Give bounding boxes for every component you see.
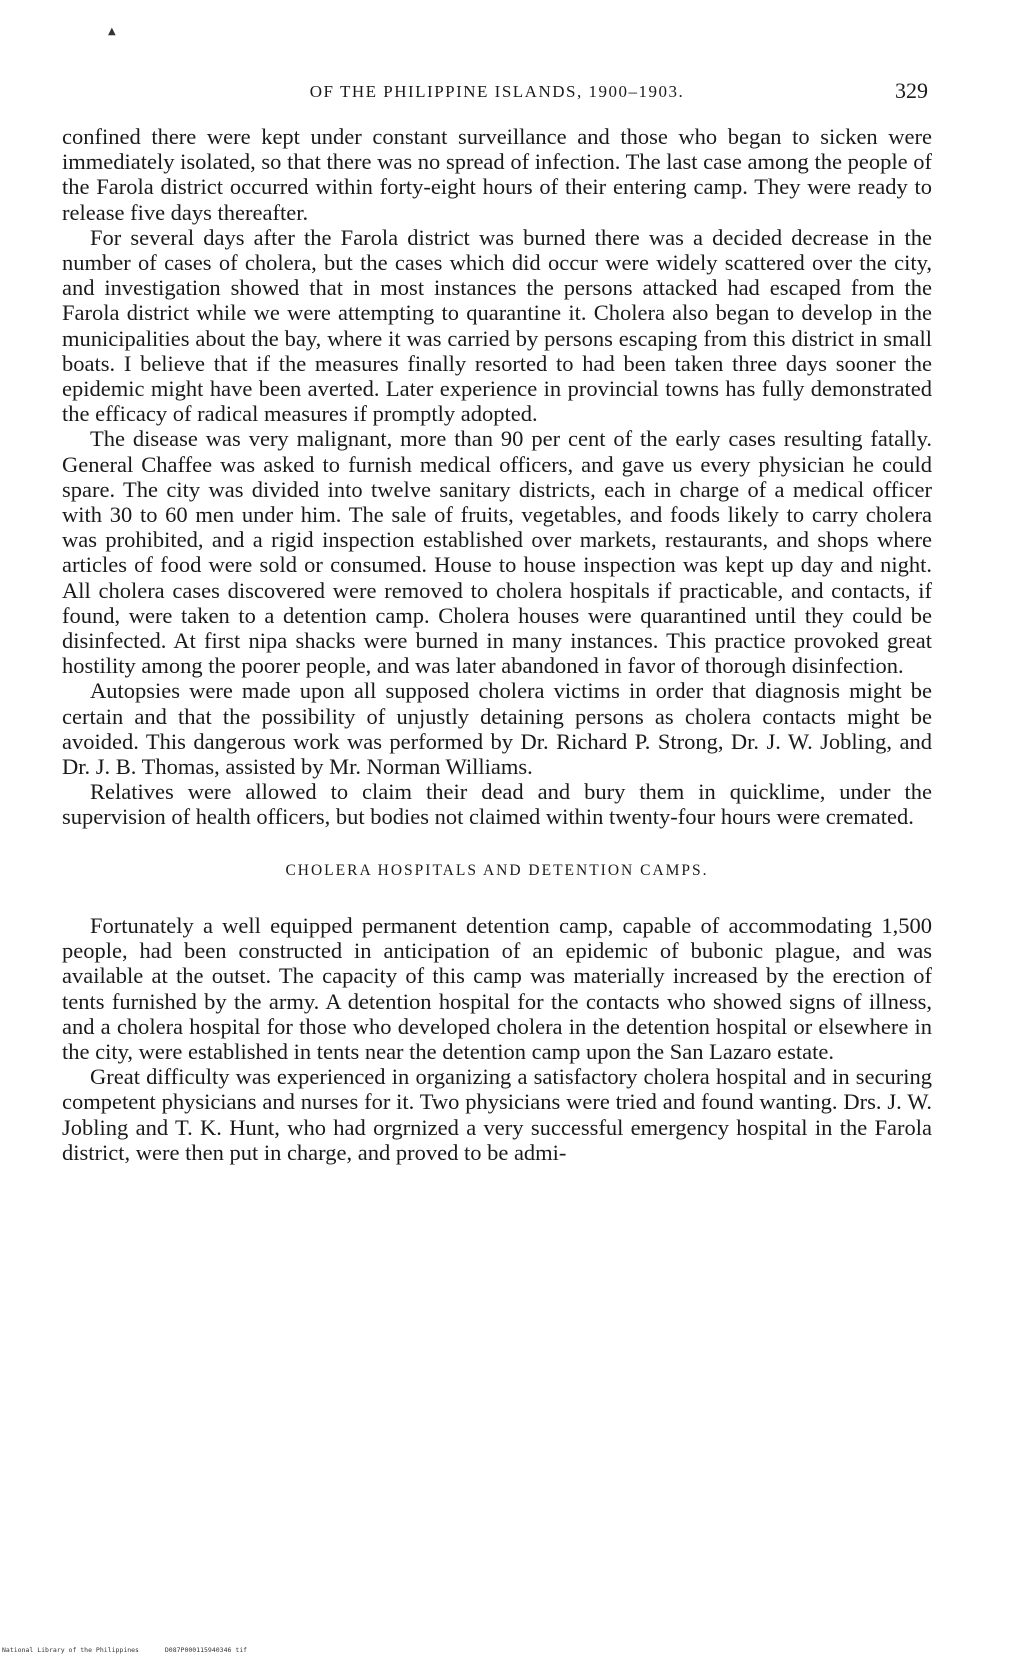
paragraph: Autopsies were made upon all supposed cholera victims in order that diagnosis might be certain and that the possibility of unjustly detaining persons as cholera contacts might be avoided. This dangerous work was performed by Dr. Richard P. Strong, Dr. J. W. Jobling, and Dr. J. B. Thomas, assisted by Mr. Norman Williams. — [62, 678, 932, 780]
section-heading: CHOLERA HOSPITALS AND DETENTION CAMPS. — [285, 861, 709, 879]
paragraph: Relatives were allowed to claim their dead and bury them in quicklime, under the supervision of health officers, but bodies not claimed within twenty-four hours were cremated. — [62, 779, 932, 830]
page-mark: ▲ — [108, 26, 116, 37]
paragraph: confined there were kept under constant surveillance and those who began to sicken were immediately isolated, so that there was no spread of infection. The last case among the people of the Farola district occurred within forty-eight hours of their entering camp. They were ready to release five days thereafter. — [62, 124, 932, 225]
paragraph: The disease was very malignant, more than 90 per cent of the early cases resulting fatally. General Chaffee was asked to furnish medical officers, and gave us every physician he could spare. The city was divided into twelve sanitary districts, each in charge of a medical officer with 30 to 60 men under him. The sale of fruits, vegetables, and foods likely to carry cholera was prohibited, and a rigid inspection established over markets, restaurants, and shops where articles of food were sold or consumed. House to house inspection was kept up day and night. All cholera cases discovered were removed to cholera hospitals if practicable, and contacts, if found, were taken to a detention camp. Cholera houses were quarantined until they could be disinfected. At first nipa shacks were burned in many instances. This practice provoked great hostility among the poorer people, and was later abandoned in favor of thorough disinfection. — [62, 426, 932, 679]
footer-file-id: D087P000115940346 tif — [164, 1646, 248, 1654]
scan-footer — [2, 1646, 269, 1654]
running-head — [62, 78, 932, 108]
paragraph: Great difficulty was experienced in organizing a satisfactory cholera hospital and in securing competent physicians and nurses for it. Two physicians were tried and found wanting. Drs. J. W. Jobling and T. K. Hunt, who had orgrnized a very successful emergency hospital in the Farola district, were then put in charge, and proved to be admi- — [62, 1064, 932, 1165]
page-number: 329 — [895, 78, 928, 103]
paragraph: Fortunately a well equipped permanent detention camp, capable of accommodating 1,500 people, had been constructed in anticipation of an epidemic of bubonic plague, and was available at the outset. The capacity of this camp was materially increased by the erection of tents furnished by the army. A detention hospital for the contacts who showed signs of illness, and a cholera hospital for those who developed cholera in the detention hospital or elsewhere in the city, were established in tents near the detention camp upon the San Lazaro estate. — [62, 912, 932, 1064]
footer-library: National Library of the Philippines — [2, 1646, 139, 1654]
running-title: OF THE PHILIPPINE ISLANDS, 1900–1903. — [309, 82, 685, 101]
body-text — [62, 124, 932, 1165]
paragraph: For several days after the Farola district was burned there was a decided decrease in the number of cases of cholera, but the cases which did occur were widely scattered over the city, and investigation showed that in most instances the persons attacked had escaped from the Farola district while we were attempting to quarantine it. Cholera also began to develop in the municipalities about the bay, where it was carried by persons escaping from this district in small boats. I believe that if the measures finally resorted to had been taken three days sooner the epidemic might have been averted. Later experience in provincial towns has fully demonstrated the efficacy of radical measures if promptly adopted. — [62, 224, 932, 427]
